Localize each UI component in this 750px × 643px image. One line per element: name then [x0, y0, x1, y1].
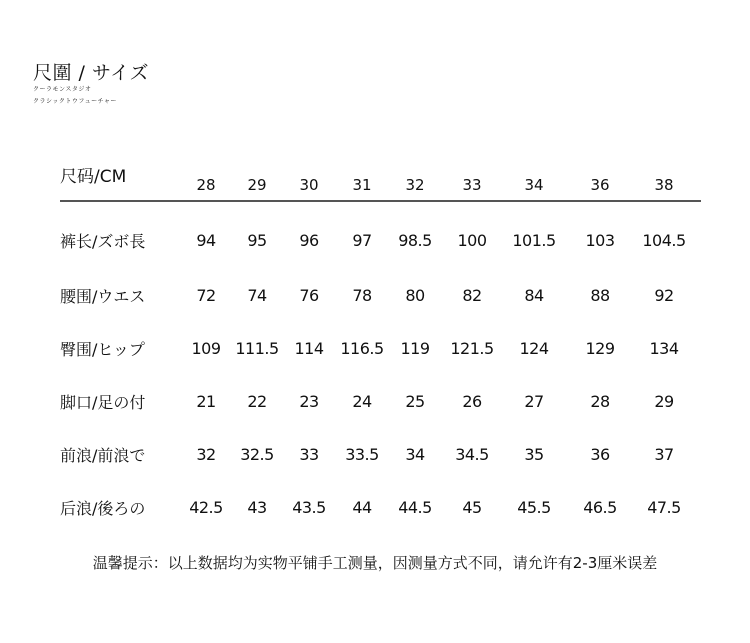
table-cell: 28 — [590, 392, 610, 411]
size-header-28: 28 — [196, 176, 216, 194]
table-cell: 44 — [352, 498, 372, 517]
table-cell: 35 — [524, 445, 544, 464]
table-cell: 134 — [649, 339, 679, 358]
table-cell: 92 — [654, 286, 674, 305]
table-cell: 114 — [294, 339, 324, 358]
size-header-33: 33 — [462, 176, 482, 194]
table-cell: 82 — [462, 286, 482, 305]
table-cell: 74 — [247, 286, 267, 305]
row-label: 腰围/ウエス — [60, 287, 146, 306]
table-cell: 44.5 — [398, 498, 432, 517]
table-cell: 47.5 — [647, 498, 681, 517]
size-header-30: 30 — [299, 176, 319, 194]
table-cell: 104.5 — [642, 231, 686, 250]
table-cell: 43 — [247, 498, 267, 517]
table-cell: 43.5 — [292, 498, 326, 517]
row-label: 后浪/後ろの — [60, 499, 146, 518]
table-cell: 109 — [191, 339, 221, 358]
row-label: 脚口/足の付 — [60, 393, 146, 412]
size-header-32: 32 — [405, 176, 425, 194]
table-cell: 94 — [196, 231, 216, 250]
table-cell: 95 — [247, 231, 267, 250]
row-label: 臀围/ヒップ — [60, 340, 145, 359]
table-cell: 97 — [352, 231, 372, 250]
subtitle-line-1: クーラモンスタジオ — [33, 86, 92, 93]
row-label: 裤长/ズボ長 — [60, 232, 146, 251]
size-header-36: 36 — [590, 176, 610, 194]
table-cell: 36 — [590, 445, 610, 464]
table-cell: 32 — [196, 445, 216, 464]
table-cell: 101.5 — [512, 231, 556, 250]
table-cell: 24 — [352, 392, 372, 411]
table-cell: 45 — [462, 498, 482, 517]
size-header-38: 38 — [654, 176, 674, 194]
table-cell: 23 — [299, 392, 319, 411]
table-cell: 34 — [405, 445, 425, 464]
footer-note: 温馨提示：以上数据均为实物平铺手工测量，因测量方式不同，请允许有2-3厘米误差 — [92, 554, 658, 572]
table-cell: 88 — [590, 286, 610, 305]
table-cell: 22 — [247, 392, 267, 411]
table-cell: 111.5 — [235, 339, 279, 358]
table-cell: 46.5 — [583, 498, 617, 517]
subtitle-line-2: クラシックトウフューチャー — [33, 98, 117, 105]
row-label: 前浪/前浪で — [60, 446, 146, 465]
table-cell: 33.5 — [345, 445, 379, 464]
table-cell: 26 — [462, 392, 482, 411]
table-cell: 119 — [400, 339, 430, 358]
table-cell: 78 — [352, 286, 372, 305]
table-cell: 72 — [196, 286, 216, 305]
table-cell: 103 — [585, 231, 615, 250]
table-cell: 96 — [299, 231, 319, 250]
table-label: 尺码/CM — [60, 167, 127, 187]
table-cell: 100 — [457, 231, 487, 250]
table-cell: 129 — [585, 339, 615, 358]
size-header-29: 29 — [247, 176, 267, 194]
table-cell: 27 — [524, 392, 544, 411]
table-cell: 33 — [299, 445, 319, 464]
table-cell: 76 — [299, 286, 319, 305]
table-cell: 116.5 — [340, 339, 384, 358]
table-cell: 34.5 — [455, 445, 489, 464]
header-rule — [60, 200, 701, 202]
table-cell: 124 — [519, 339, 549, 358]
size-header-34: 34 — [524, 176, 544, 194]
table-cell: 42.5 — [189, 498, 223, 517]
table-cell: 45.5 — [517, 498, 551, 517]
table-cell: 98.5 — [398, 231, 432, 250]
table-cell: 29 — [654, 392, 674, 411]
table-cell: 32.5 — [240, 445, 274, 464]
table-cell: 84 — [524, 286, 544, 305]
table-cell: 121.5 — [450, 339, 494, 358]
table-cell: 80 — [405, 286, 425, 305]
page-title: 尺圍 / サイズ — [33, 62, 149, 84]
table-cell: 25 — [405, 392, 425, 411]
table-cell: 37 — [654, 445, 674, 464]
size-header-31: 31 — [352, 176, 372, 194]
table-cell: 21 — [196, 392, 216, 411]
